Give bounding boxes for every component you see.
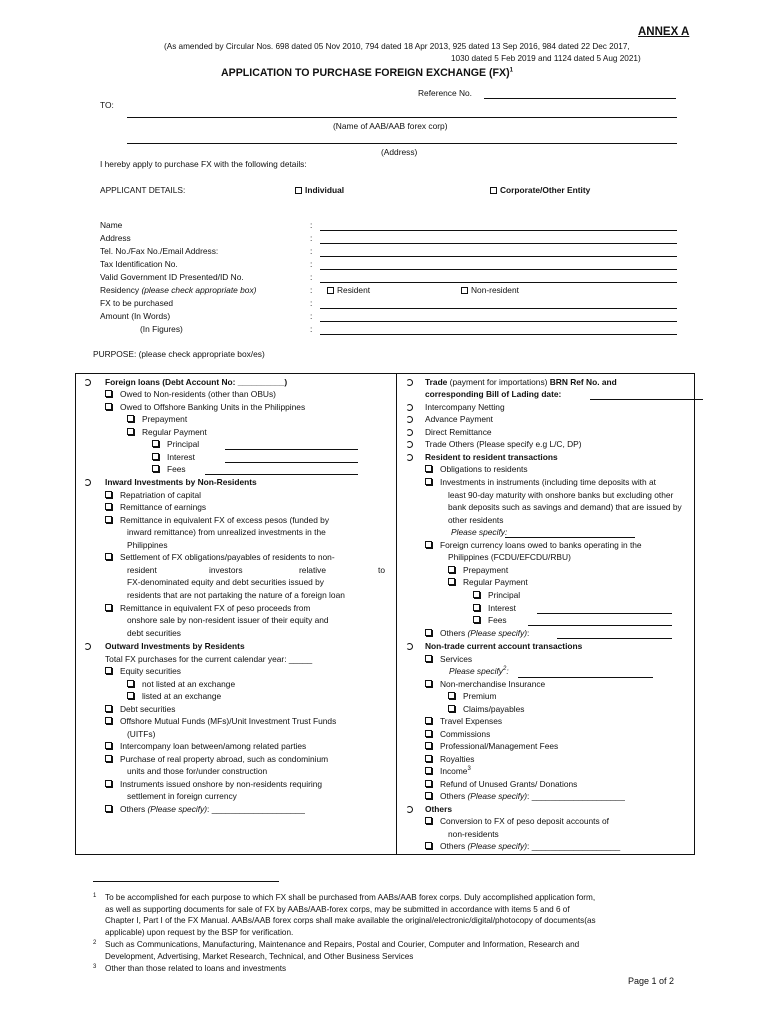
aab-name-caption: (Name of AAB/AAB forex corp): [333, 121, 448, 131]
income-option[interactable]: Income$^3$: [425, 766, 471, 776]
equity-option[interactable]: Equity securities: [105, 666, 181, 676]
outward-label: Outward Investments by Residents: [105, 641, 245, 651]
fc-loans-option[interactable]: Foreign currency loans owed to banks operating in the: [425, 540, 642, 550]
remittance-earnings-option[interactable]: Remittance of earnings: [105, 502, 206, 512]
checkbox-icon: [473, 616, 480, 623]
foreign-loans-label: Foreign loans (Debt Account No: __________): [105, 377, 288, 387]
bill-of-lading-field[interactable]: [590, 399, 703, 400]
rt-fees-option[interactable]: Fees: [473, 615, 507, 625]
field-colon: :: [310, 285, 313, 295]
instruments-option[interactable]: Instruments issued onshore by non-residents requiring: [105, 779, 322, 789]
royalties-option[interactable]: Royalties: [425, 754, 474, 764]
footnote-2-line1: Such as Communications, Manufacturing, Maintenance and Repairs, Postal and Courier, Computer and Information, Research and: [105, 940, 580, 949]
rt-regular-option[interactable]: Regular Payment: [448, 577, 528, 587]
intercompany-netting-label: Intercompany Netting: [425, 402, 505, 412]
checkbox-icon: [105, 553, 112, 560]
checkbox-icon: [425, 465, 432, 472]
checkbox-icon: [127, 415, 134, 422]
field-colon: :: [310, 298, 313, 308]
checkbox-icon: [473, 604, 480, 611]
obligations-option[interactable]: Obligations to residents: [425, 464, 528, 474]
remittance-proceeds-option[interactable]: Remittance in equivalent FX of peso proceeds from: [105, 603, 310, 613]
checkbox-icon: [105, 742, 112, 749]
fc-loans-line2: Philippines (FCDU/EFCDU/RBU): [448, 552, 571, 562]
gov-id-field[interactable]: [320, 282, 677, 283]
checkbox-icon: [425, 655, 432, 662]
remittance-excess-line3: Philippines: [127, 540, 168, 550]
name-field[interactable]: [320, 230, 677, 231]
footnote-2-line2: Development, Advertising, Market Research, Technical, and Other Business Services: [105, 952, 414, 961]
footnote-1-line3: Chapter I, Part I of the FX Manual. AABs/AAB forex corps shall make available the original/electronic/digital/photocopy of documents(as: [105, 916, 596, 925]
checkbox-icon: [448, 566, 455, 573]
footnote-number-3: 3: [93, 964, 97, 970]
field-label-residency: Residency (please check appropriate box): [100, 285, 257, 295]
reference-label: Reference No.: [418, 88, 472, 98]
travel-option[interactable]: Travel Expenses: [425, 716, 502, 726]
radio-icon[interactable]: [84, 643, 91, 650]
remittance-excess-option[interactable]: Remittance in equivalent FX of excess pesos (funded by: [105, 515, 329, 525]
checkbox-icon: [105, 604, 112, 611]
principal-field[interactable]: [225, 449, 358, 450]
real-property-line2: units and those for/under construction: [127, 766, 268, 776]
corporate-option[interactable]: Corporate/Other Entity: [490, 185, 590, 195]
checkbox-icon: [425, 755, 432, 762]
applicant-label: APPLICANT DETAILS:: [100, 185, 186, 195]
field-colon: :: [310, 246, 313, 256]
bill-of-lading-label: corresponding Bill of Lading date:: [425, 389, 562, 399]
nonmerch-option[interactable]: Non-merchandise Insurance: [425, 679, 545, 689]
commissions-option[interactable]: Commissions: [425, 729, 490, 739]
premium-option[interactable]: Premium: [448, 691, 497, 701]
page-title: APPLICATION TO PURCHASE FOREIGN EXCHANGE (FX)$^1$: [221, 67, 513, 79]
remittance-proceeds-line3: debt securities: [127, 628, 181, 638]
checkbox-icon: [448, 692, 455, 699]
checkbox-icon: [425, 792, 432, 799]
listed-option[interactable]: listed at an exchange: [127, 691, 221, 701]
to-label: TO:: [100, 100, 114, 110]
checkbox-icon: [490, 187, 497, 194]
instruments-line2: settlement in foreign currency: [127, 791, 237, 801]
field-colon: :: [310, 259, 313, 269]
checkbox-icon: [105, 755, 112, 762]
radio-icon[interactable]: [406, 379, 413, 386]
checkbox-icon: [425, 717, 432, 724]
checkbox-icon: [425, 541, 432, 548]
nonresident-option[interactable]: Non-resident: [461, 285, 519, 295]
interest-option[interactable]: Interest: [152, 452, 195, 462]
footnote-1-line1: To be accomplished for each purpose to which FX shall be purchased from AABs/AAB forex corps. Duly accomplished application form,: [105, 893, 596, 902]
checkbox-icon: [425, 730, 432, 737]
remittance-excess-line2: inward remittance) from unrealized investments in the: [127, 527, 326, 537]
investments-line3: bank deposits such as savings and demand) that are issued by: [448, 502, 682, 512]
address-input-field[interactable]: [320, 243, 677, 244]
checkbox-icon: [105, 805, 112, 812]
checkbox-icon: [105, 390, 112, 397]
address-caption: (Address): [381, 147, 418, 157]
not-listed-option[interactable]: not listed at an exchange: [127, 679, 235, 689]
others-label: Others: [425, 804, 452, 814]
please-specify-label: Please specify:: [451, 527, 508, 537]
conversion-line2: non-residents: [448, 829, 499, 839]
individual-option[interactable]: Individual: [295, 185, 344, 195]
checkbox-icon: [425, 629, 432, 636]
field-label-name: Name: [100, 220, 123, 230]
mutual-funds-option[interactable]: Offshore Mutual Funds (MFs)/Unit Investment Trust Funds: [105, 716, 336, 726]
checkbox-icon: [105, 705, 112, 712]
table-divider: [396, 373, 397, 855]
field-colon: :: [310, 324, 313, 334]
checkbox-icon: [127, 692, 134, 699]
settlement-option[interactable]: Settlement of FX obligations/payables of residents to non-: [105, 552, 335, 562]
checkbox-icon: [425, 478, 432, 485]
checkbox-icon: [105, 717, 112, 724]
trade-others-label: Trade Others (Please specify e.g L/C, DP): [425, 439, 582, 449]
footnote-separator: [93, 881, 279, 882]
nontrade-others-option[interactable]: Others (Please specify): ____________________: [425, 791, 625, 801]
checkbox-icon: [448, 705, 455, 712]
field-colon: :: [310, 272, 313, 282]
radio-icon[interactable]: [84, 479, 91, 486]
investments-option[interactable]: Investments in instruments (including time deposits with at: [425, 477, 656, 487]
field-label-address: Address: [100, 233, 131, 243]
investments-line2: least 90-day maturity with onshore banks but excluding other: [448, 490, 674, 500]
checkbox-icon: [105, 516, 112, 523]
footnote-1-line2: as well as supporting documents for sale of FX by AABs/AAB-forex corps, may be submitted in accordance with items 5 and 6 of: [105, 905, 570, 914]
checkbox-icon: [152, 453, 159, 460]
fees-option[interactable]: Fees: [152, 464, 186, 474]
services-option[interactable]: Services: [425, 654, 472, 664]
settlement-line2-b: investors: [209, 565, 243, 575]
debt-securities-option[interactable]: Debt securities: [105, 704, 175, 714]
claims-option[interactable]: Claims/payables: [448, 704, 524, 714]
page-number: Page 1 of 2: [628, 976, 675, 986]
checkbox-icon: [461, 287, 468, 294]
services-specify-label: Please specify$^2$:: [449, 666, 509, 676]
field-label-amount-words: Amount (In Words): [100, 311, 171, 321]
rt-prepayment-option[interactable]: Prepayment: [448, 565, 508, 575]
aab-name-field[interactable]: [127, 117, 677, 118]
outward-others-option[interactable]: Others (Please specify): ____________________: [105, 804, 305, 814]
direct-remittance-label: Direct Remittance: [425, 427, 492, 437]
footnote-3: Other than those related to loans and investments: [105, 964, 287, 973]
checkbox-icon: [473, 591, 480, 598]
amendment-note-line1: (As amended by Circular Nos. 698 dated 05 Nov 2010, 794 dated 18 Apr 2013, 925 dated 13 Sep 2016, 984 dated 22 Dec 2017,: [164, 42, 630, 51]
purpose-label: PURPOSE: (please check appropriate box/es): [93, 349, 265, 359]
checkbox-icon: [105, 491, 112, 498]
field-colon: :: [310, 233, 313, 243]
rt-fees-field[interactable]: [528, 625, 672, 626]
field-colon: :: [310, 220, 313, 230]
address-field[interactable]: [127, 143, 677, 144]
checkbox-icon: [425, 742, 432, 749]
settlement-line4: residents that are not partaking the nature of a foreign loan: [127, 590, 345, 600]
others-specify-option[interactable]: Others (Please specify): ___________________: [425, 841, 620, 851]
reference-field[interactable]: [484, 98, 676, 99]
radio-icon[interactable]: [406, 429, 413, 436]
checkbox-icon: [105, 403, 112, 410]
fees-field[interactable]: [205, 474, 358, 475]
settlement-line2-c: relative: [299, 565, 326, 575]
footnote-1-line4: applicable) upon request by the BSP for verification.: [105, 928, 294, 937]
resident-transactions-label: Resident to resident transactions: [425, 452, 558, 462]
rt-others-field[interactable]: [557, 638, 672, 639]
checkbox-icon: [448, 578, 455, 585]
tin-field[interactable]: [320, 269, 677, 270]
total-fx-label: Total FX purchases for the current calendar year: _____: [105, 654, 313, 664]
radio-icon[interactable]: [406, 404, 413, 411]
fx-field[interactable]: [320, 308, 677, 309]
rt-others-option[interactable]: Others (Please specify):: [425, 628, 529, 638]
field-colon: :: [310, 311, 313, 321]
conversion-option[interactable]: Conversion to FX of peso deposit accounts of: [425, 816, 609, 826]
settlement-line2-d: to: [378, 565, 385, 575]
checkbox-icon: [425, 680, 432, 687]
contact-field[interactable]: [320, 256, 677, 257]
rt-interest-field[interactable]: [537, 613, 672, 614]
amount-words-field[interactable]: [320, 321, 677, 322]
radio-icon[interactable]: [84, 379, 91, 386]
owed-obu-option[interactable]: Owed to Offshore Banking Units in the Philippines: [105, 402, 305, 412]
checkbox-icon: [152, 440, 159, 447]
checkbox-icon: [425, 780, 432, 787]
annex-label: ANNEX A: [638, 26, 690, 38]
checkbox-icon: [425, 817, 432, 824]
footnote-number-2: 2: [93, 940, 97, 946]
checkbox-icon: [127, 428, 134, 435]
checkbox-icon: [105, 780, 112, 787]
checkbox-icon: [327, 287, 334, 294]
field-label-amount-figures: (In Figures): [140, 324, 183, 334]
checkbox-icon: [105, 503, 112, 510]
field-label-tin: Tax Identification No.: [100, 259, 178, 269]
resident-option[interactable]: Resident: [327, 285, 370, 295]
principal-option[interactable]: Principal: [152, 439, 199, 449]
remittance-proceeds-line2: onshore sale by non-resident issuer of their equity and: [127, 615, 329, 625]
investments-line4: other residents: [448, 515, 504, 525]
owed-nonresidents-option[interactable]: Owed to Non-residents (other than OBUs): [105, 389, 276, 399]
mutual-funds-line2: (UITFs): [127, 729, 156, 739]
settlement-line2-a: resident: [127, 565, 157, 575]
checkbox-icon: [425, 842, 432, 849]
amount-figures-field[interactable]: [320, 334, 677, 335]
prepayment-option[interactable]: Prepayment: [127, 414, 187, 424]
refund-option[interactable]: Refund of Unused Grants/ Donations: [425, 779, 577, 789]
field-label-gov-id: Valid Government ID Presented/ID No.: [100, 272, 244, 282]
settlement-line3: FX-denominated equity and debt securities issued by: [127, 577, 324, 587]
checkbox-icon: [295, 187, 302, 194]
please-specify-field[interactable]: [505, 537, 635, 538]
radio-icon[interactable]: [406, 454, 413, 461]
radio-icon[interactable]: [406, 806, 413, 813]
radio-icon[interactable]: [406, 643, 413, 650]
field-label-contact: Tel. No./Fax No./Email Address:: [100, 246, 219, 256]
radio-icon[interactable]: [406, 416, 413, 423]
rt-interest-option[interactable]: Interest: [473, 603, 516, 613]
real-property-option[interactable]: Purchase of real property abroad, such as condominium: [105, 754, 328, 764]
repatriation-option[interactable]: Repatriation of capital: [105, 490, 201, 500]
intercompany-loan-option[interactable]: Intercompany loan between/among related parties: [105, 741, 306, 751]
checkbox-icon: [152, 465, 159, 472]
inward-label: Inward Investments by Non-Residents: [105, 477, 257, 487]
footnote-number-1: 1: [93, 893, 97, 899]
checkbox-icon: [425, 767, 432, 774]
services-specify-field[interactable]: [518, 677, 653, 678]
nontrade-label: Non-trade current account transactions: [425, 641, 583, 651]
radio-icon[interactable]: [406, 441, 413, 448]
professional-fees-option[interactable]: Professional/Management Fees: [425, 741, 558, 751]
rt-principal-option[interactable]: Principal: [473, 590, 520, 600]
regular-payment-option[interactable]: Regular Payment: [127, 427, 207, 437]
interest-field[interactable]: [225, 462, 358, 463]
field-label-fx: FX to be purchased: [100, 298, 174, 308]
intro-text: I hereby apply to purchase FX with the following details:: [100, 159, 307, 169]
checkbox-icon: [105, 667, 112, 674]
trade-label: Trade (payment for importations) BRN Ref No. and: [425, 377, 617, 387]
checkbox-icon: [127, 680, 134, 687]
amendment-note-line2: 1030 dated 5 Feb 2019 and 1124 dated 5 Aug 2021): [451, 54, 641, 63]
advance-payment-label: Advance Payment: [425, 414, 493, 424]
